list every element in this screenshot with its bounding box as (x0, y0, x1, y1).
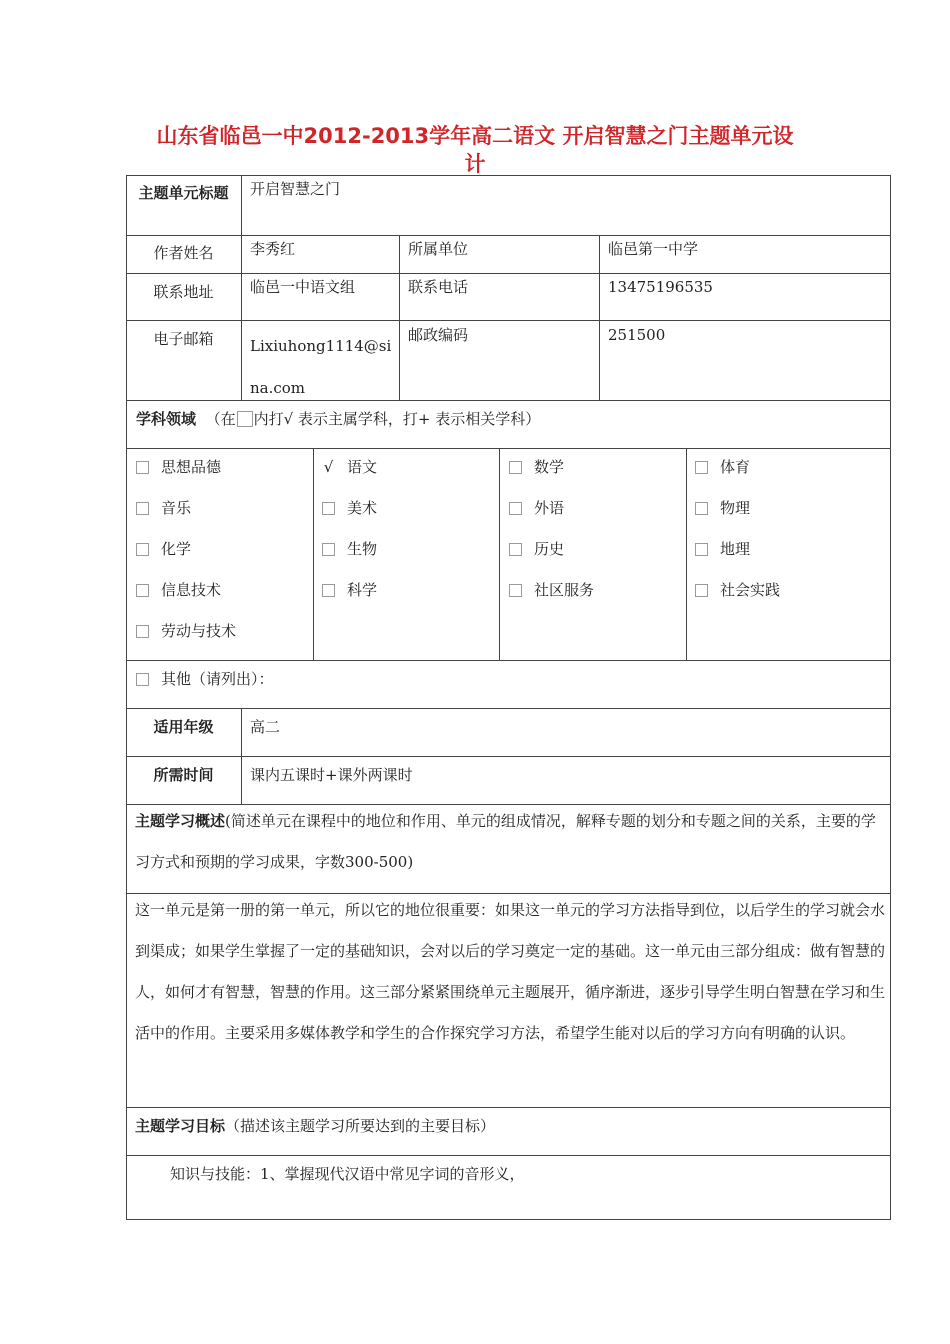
subject-option-label: 生物 (347, 540, 378, 558)
subject-option-0-4[interactable] (136, 621, 236, 641)
subject-option-0-2[interactable] (136, 539, 191, 559)
email-value (250, 325, 395, 409)
checkbox-icon[interactable] (136, 461, 149, 474)
phone-value: 13475196535 (608, 278, 713, 296)
unit-label: 所属单位 (408, 240, 469, 258)
address-value: 临邑一中语文组 (250, 278, 356, 296)
subject-option-2-1[interactable] (509, 498, 564, 518)
checkbox-icon[interactable] (136, 502, 149, 515)
author-label: 作者姓名 (153, 244, 214, 262)
other-checkbox[interactable] (136, 673, 149, 686)
postcode-label: 邮政编码 (408, 326, 469, 344)
checkmark-icon[interactable]: √ (323, 458, 334, 476)
subject-option-label: 外语 (534, 499, 565, 517)
other-label: 其他（请列出）： (161, 670, 274, 688)
email-value-line-2: na.com (250, 379, 306, 397)
subject-option-1-1[interactable] (322, 498, 377, 518)
phone-label: 联系电话 (408, 278, 469, 296)
checkbox-icon[interactable] (695, 502, 708, 515)
subject-option-label: 社会实践 (720, 581, 781, 599)
grade-label: 适用年级 (153, 718, 214, 736)
document-title (120, 122, 830, 178)
subject-option-label: 思想品德 (161, 458, 222, 476)
overview-hint: (简述单元在课程中的地位和作用、单元的组成情况，解释专题的划分和专题之间的关系，主要的学习方式和预期的学习成果，字数300-500) (135, 812, 876, 871)
time-value: 课内五课时+课外两课时 (250, 766, 413, 784)
subject-option-label: 信息技术 (161, 581, 222, 599)
unit-value: 临邑第一中学 (608, 240, 699, 258)
checkbox-icon[interactable] (136, 625, 149, 638)
subject-option-1-3[interactable] (322, 580, 377, 600)
subject-option-label: 物理 (720, 499, 751, 517)
checkbox-icon[interactable] (509, 543, 522, 556)
subject-option-2-3[interactable] (509, 580, 594, 600)
subject-area-hint-b: 内打√ 表示主属学科，打+ 表示相关学科） (253, 410, 541, 428)
goals-label: 主题学习目标 (135, 1117, 226, 1135)
subject-option-3-2[interactable] (695, 539, 750, 559)
subject-option-1-2[interactable] (322, 539, 377, 559)
checkbox-icon[interactable] (695, 543, 708, 556)
subject-option-2-2[interactable] (509, 539, 564, 559)
overview-label: 主题学习概述 (135, 812, 226, 830)
subject-option-3-3[interactable] (695, 580, 780, 600)
address-label: 联系地址 (153, 283, 214, 301)
subject-option-label: 语文 (347, 458, 378, 476)
subject-option-1-0[interactable] (322, 457, 377, 477)
goals-hint: （描述该主题学习所要达到的主要目标） (225, 1117, 496, 1135)
unit-title-label: 主题单元标题 (138, 184, 229, 202)
checkbox-icon[interactable] (136, 543, 149, 556)
subject-option-label: 体育 (720, 458, 751, 476)
postcode-value: 251500 (608, 326, 666, 344)
subject-option-0-3[interactable] (136, 580, 221, 600)
email-label: 电子邮箱 (153, 330, 214, 348)
subject-area-header (136, 409, 540, 429)
checkbox-icon[interactable] (509, 502, 522, 515)
subject-area-label: 学科领域 (136, 410, 197, 428)
subject-option-label: 社区服务 (534, 581, 595, 599)
grade-value: 高二 (250, 718, 281, 736)
subject-option-label: 化学 (161, 540, 192, 558)
subject-area-hint-a: （在 (205, 410, 236, 428)
subject-option-label: 历史 (534, 540, 565, 558)
checkbox-icon[interactable] (322, 584, 335, 597)
subject-option-3-1[interactable] (695, 498, 750, 518)
subject-option-0-1[interactable] (136, 498, 191, 518)
subject-option-0-0[interactable] (136, 457, 221, 477)
subject-option-3-0[interactable] (695, 457, 750, 477)
checkbox-icon[interactable] (322, 502, 335, 515)
checkbox-icon[interactable] (509, 584, 522, 597)
subject-option-label: 科学 (347, 581, 378, 599)
email-value-line-1: Lixiuhong1114@si (250, 337, 392, 355)
other-subject-row (136, 669, 274, 689)
checkbox-icon[interactable] (136, 584, 149, 597)
subject-option-label: 数学 (534, 458, 565, 476)
subject-option-label: 美术 (347, 499, 378, 517)
overview-header (135, 801, 885, 883)
time-label: 所需时间 (153, 766, 214, 784)
checkbox-icon[interactable] (695, 584, 708, 597)
goals-body: 知识与技能：1、掌握现代汉语中常见字词的音形义， (170, 1165, 525, 1183)
overview-body: 这一单元是第一册的第一单元，所以它的地位很重要：如果这一单元的学习方法指导到位，以后学生的学习就会水到渠成；如果学生掌握了一定的基础知识，会对以后的学习奠定一定的基础。这一单元由三部分组成：做有智慧的人，如何才有智慧，智慧的作用。这三部分紧紧围绕单元主题展开，循序渐进，逐步引导学生明白智慧在学习和生活中的作用。主要采用多媒体教学和学生的合作探究学习方法，希望学生能对以后的学习方向有明确的认识。 (135, 901, 886, 1042)
checkbox-icon[interactable] (322, 543, 335, 556)
checkbox-icon (237, 411, 253, 427)
checkbox-icon[interactable] (695, 461, 708, 474)
document-title-line-2: 计 (464, 152, 486, 176)
author-value: 李秀红 (250, 240, 296, 258)
unit-title-value: 开启智慧之门 (250, 180, 341, 198)
document-title-line-1: 山东省临邑一中2012-2013学年高二语文 开启智慧之门主题单元设 (156, 124, 794, 148)
subject-option-label: 劳动与技术 (161, 622, 237, 640)
subject-option-label: 音乐 (161, 499, 192, 517)
subject-option-label: 地理 (720, 540, 751, 558)
checkbox-icon[interactable] (509, 461, 522, 474)
goals-header (135, 1116, 885, 1136)
subject-option-2-0[interactable] (509, 457, 564, 477)
